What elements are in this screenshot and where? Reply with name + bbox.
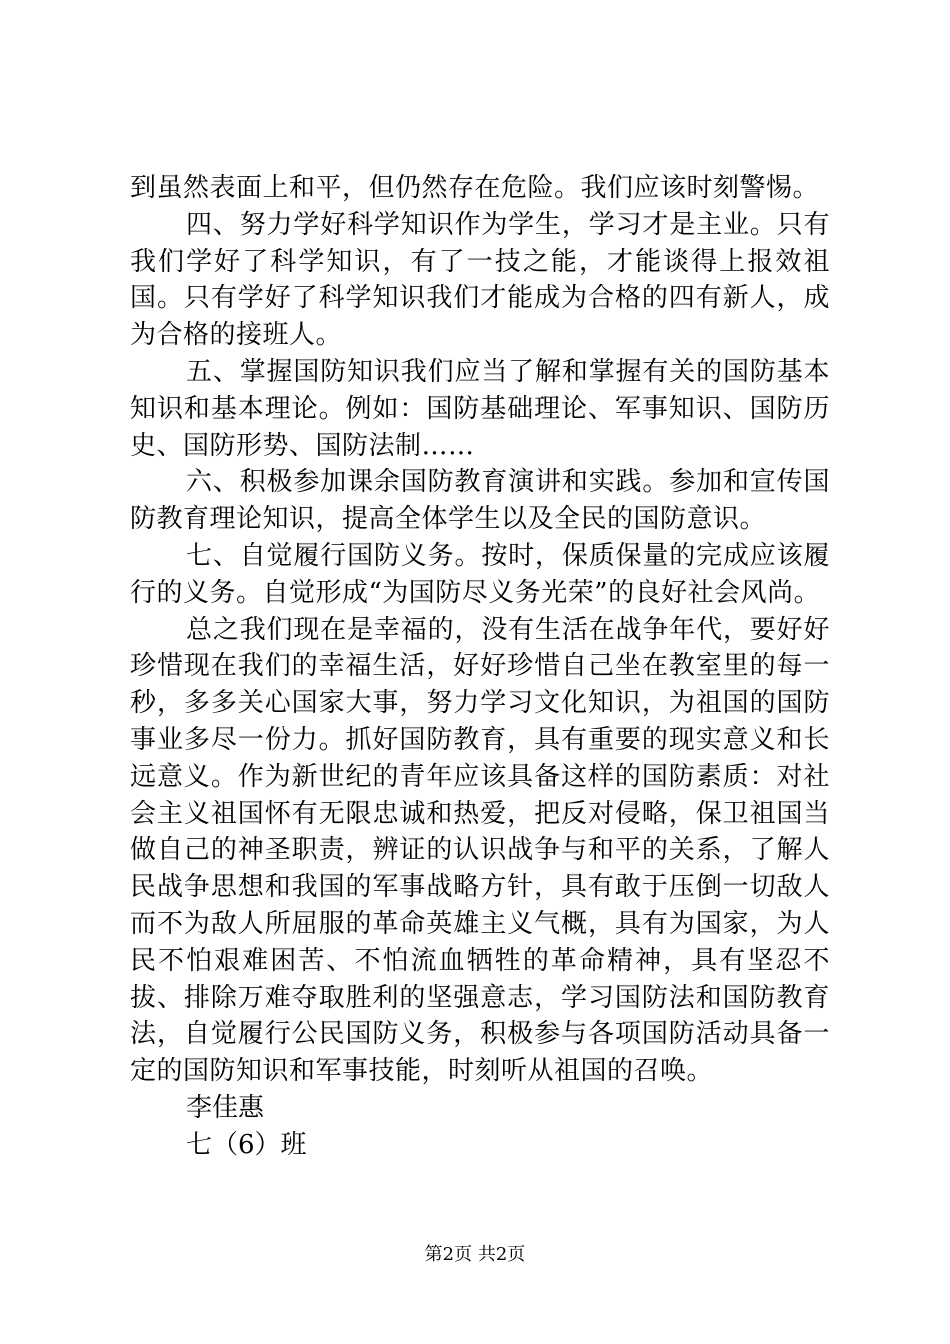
paragraph-continuation: 到虽然表面上和平，但仍然存在危险。我们应该时刻警惕。	[130, 173, 820, 203]
page-footer: 第2页 共2页	[424, 1244, 526, 1265]
paragraph-item-four: 四、努力学好科学知识作为学生，学习才是主业。只有我们学好了科学知识，有了一技之能，才能谈得上报效祖国。只有学好了科学知识我们才能成为合格的四有新人，成为合格的接班人。	[130, 209, 830, 351]
paragraph-item-seven: 七、自觉履行国防义务。按时，保质保量的完成应该履行的义务。自觉形成“为国防尽义务光荣”的良好社会风尚。	[130, 540, 830, 608]
document-body	[130, 170, 830, 1164]
author-class: 七（6）班	[186, 1129, 307, 1160]
author-name: 李佳惠	[186, 1092, 265, 1123]
paragraph-item-six: 六、积极参加课余国防教育演讲和实践。参加和宣传国防教育理论知识，提高全体学生以及全民的国防意识。	[130, 467, 830, 535]
paragraph-conclusion: 总之我们现在是幸福的，没有生活在战争年代，要好好珍惜现在我们的幸福生活，好好珍惜自己坐在教室里的每一秒，多多关心国家大事，努力学习文化知识，为祖国的国防事业多尽一份力。抓好国防教育，具有重要的现实意义和长远意义。作为新世纪的青年应该具备这样的国防素质：对社会主义祖国怀有无限忠诚和热爱，把反对侵略，保卫祖国当做自己的神圣职责，辨证的认识战争与和平的关系，了解人民战争思想和我国的军事战略方针，具有敢于压倒一切敌人而不为敌人所屈服的革命英雄主义气概，具有为国家，为人民不怕艰难困苦、不怕流血牺牲的革命精神，具有坚忍不拔、排除万难夺取胜利的坚强意志，学习国防法和国防教育法，自觉履行公民国防义务，积极参与各项国防活动具备一定的国防知识和军事技能，时刻听从祖国的召唤。	[130, 614, 830, 1087]
paragraph-item-five: 五、掌握国防知识我们应当了解和掌握有关的国防基本知识和基本理论。例如：国防基础理论、军事知识、国防历史、国防形势、国防法制……	[130, 356, 830, 461]
